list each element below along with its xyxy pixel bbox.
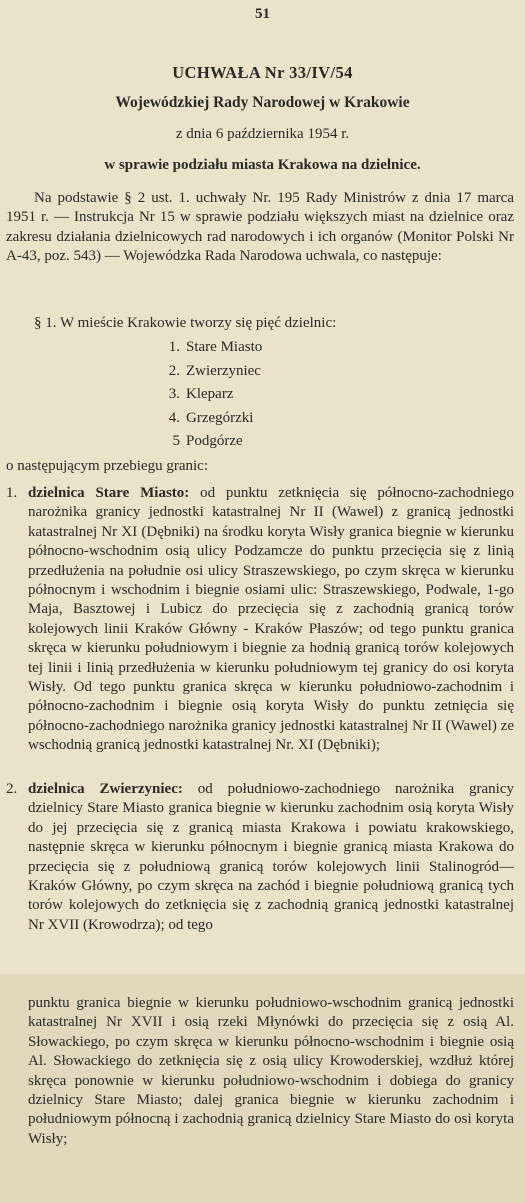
boundary-item-number: 1. [6, 485, 18, 501]
district-item: 4. Grzegórzki [168, 409, 254, 426]
boundaries-intro: o następującym przebiegu granic: [6, 458, 209, 474]
district-name: Kleparz [186, 386, 234, 402]
resolution-title: UCHWAŁA Nr 33/IV/54 [172, 63, 353, 82]
boundary-item-stare-miasto [6, 484, 514, 756]
resolution-date: z dnia 6 października 1954 r. [175, 126, 350, 142]
boundary-item-zwierzyniec [6, 780, 514, 935]
resolution-subject: w sprawie podziału miasta Krakowa na dzielnice. [104, 157, 421, 173]
boundary-item-name: dzielnica Zwierzyniec: [28, 781, 183, 797]
boundary-continuation-paragraph: punktu granica biegnie w kierunku południowo-wschodnim granicą jednostki katastralnej Nr XVII i osią rzeki Młynówki do przecięcia się z osią Al. Słowackiego, po czym skręca w kierunku północno-wschodnim i biegnie osią Al. Słowackiego do zetknięcia się z osią ulicy Krowoderskiej, wzdłuż której skręca ponownie w kierunku południowo-wschodnim i dobiega do granicy dzielnicy Stare Miasto; dalej granica biegnie w kierunku zachodnim i południowym północną i zachodnią granicą dzielnicy Stare Miasto do osi koryta Wisły; [28, 995, 514, 1147]
district-list [150, 336, 262, 454]
section-1-paragraph: § 1. W mieście Krakowie tworzy się pięć dzielnic: [34, 315, 337, 331]
legal-basis-paragraph: Na podstawie § 2 ust. 1. uchwały Nr. 195 Rady Ministrów z dnia 17 marca 1951 r. — Instrukcja Nr 15 w sprawie podziału większych miast na dzielnice oraz zakresu działania dzielnicowych rad narodowych i ich organów (Monitor Polski Nr A-43, poz. 543) — Wojewódzka Rada Narodowa uchwala, co następuje: [6, 190, 514, 265]
district-name: Zwierzyniec [186, 362, 261, 379]
council-name: Wojewódzkiej Rady Narodowej w Krakowie [115, 94, 410, 111]
page-number: 51 [255, 6, 270, 22]
boundary-item-text [28, 780, 514, 935]
boundary-item-description: od południowo-zachodniego narożnika granicy dzielnicy Stare Miasto granica biegnie w kierunku zachodnim osią koryta Wisły do jej przecięcia się z granicą miasta Krakowa i powiatu krakowskiego, następnie skręca w kierunku północnym i biegnie granicą miasta Krakowa do przecięcia się z południową granicą torów kolejowych linii Stalinogród—Kraków Główny, po czym skręca na zachód i biegnie południową granicą tych torów kolejowych do zetknięcia się z zachodnią granicą jednostki katastralnej Nr XVII (Krowodrza); od tego [28, 781, 514, 933]
boundary-item-description: od punktu zetknięcia się północno-zachodniego narożnika granicy jednostki katastralnej Nr II (Wawel) z granicą jednostki katastralnej Nr XI (Dębniki) na środku koryta Wisły granica biegnie w kierunku północno-wschodnim osią ulicy Podzamcze do punktu przecięcia się z linią przedłużenia na południe osi ulicy Straszewskiego, po czym skręca w kierunku północnym i wschodnim i biegnie osiami ulic: Straszewskiego, Podwale, 1-go Maja, Basztowej i Lubicz do przecięcia się z zachodnią granicą torów kolejowych linii Kraków Główny - Kraków Płaszów; od tego punktu granica skręca w kierunku południowym i biegnie za hodnią granicą torów kolejowych tej linii i linią przedłużenia w kierunku południowym tej granicy do osi koryta Wisły. Od tego punktu granica skręca w kierunku południowo-zachodnim i północno-zachodnim i biegnie osią koryta Wisły do punktu zetnięcia się północno-zachodniego narożnika granicy jednostki katastralnej Nr II (Wawel) ze wschodnią granicą jednostki katastralnej Nr. XI (Dębniki); [28, 485, 514, 754]
district-name: Podgórze [186, 433, 243, 449]
boundary-item-text [28, 484, 514, 756]
boundary-item-number: 2. [6, 781, 18, 797]
district-name: Grzegórzki [186, 409, 254, 426]
district-item: 3. Kleparz [168, 386, 234, 402]
boundary-item-name: dzielnica Stare Miasto: [28, 485, 190, 501]
district-item: 1. Stare Miasto [168, 339, 263, 355]
district-item: 5 Podgórze [172, 433, 243, 449]
district-item: 2. Zwierzyniec [168, 362, 261, 379]
district-name: Stare Miasto [186, 339, 263, 355]
